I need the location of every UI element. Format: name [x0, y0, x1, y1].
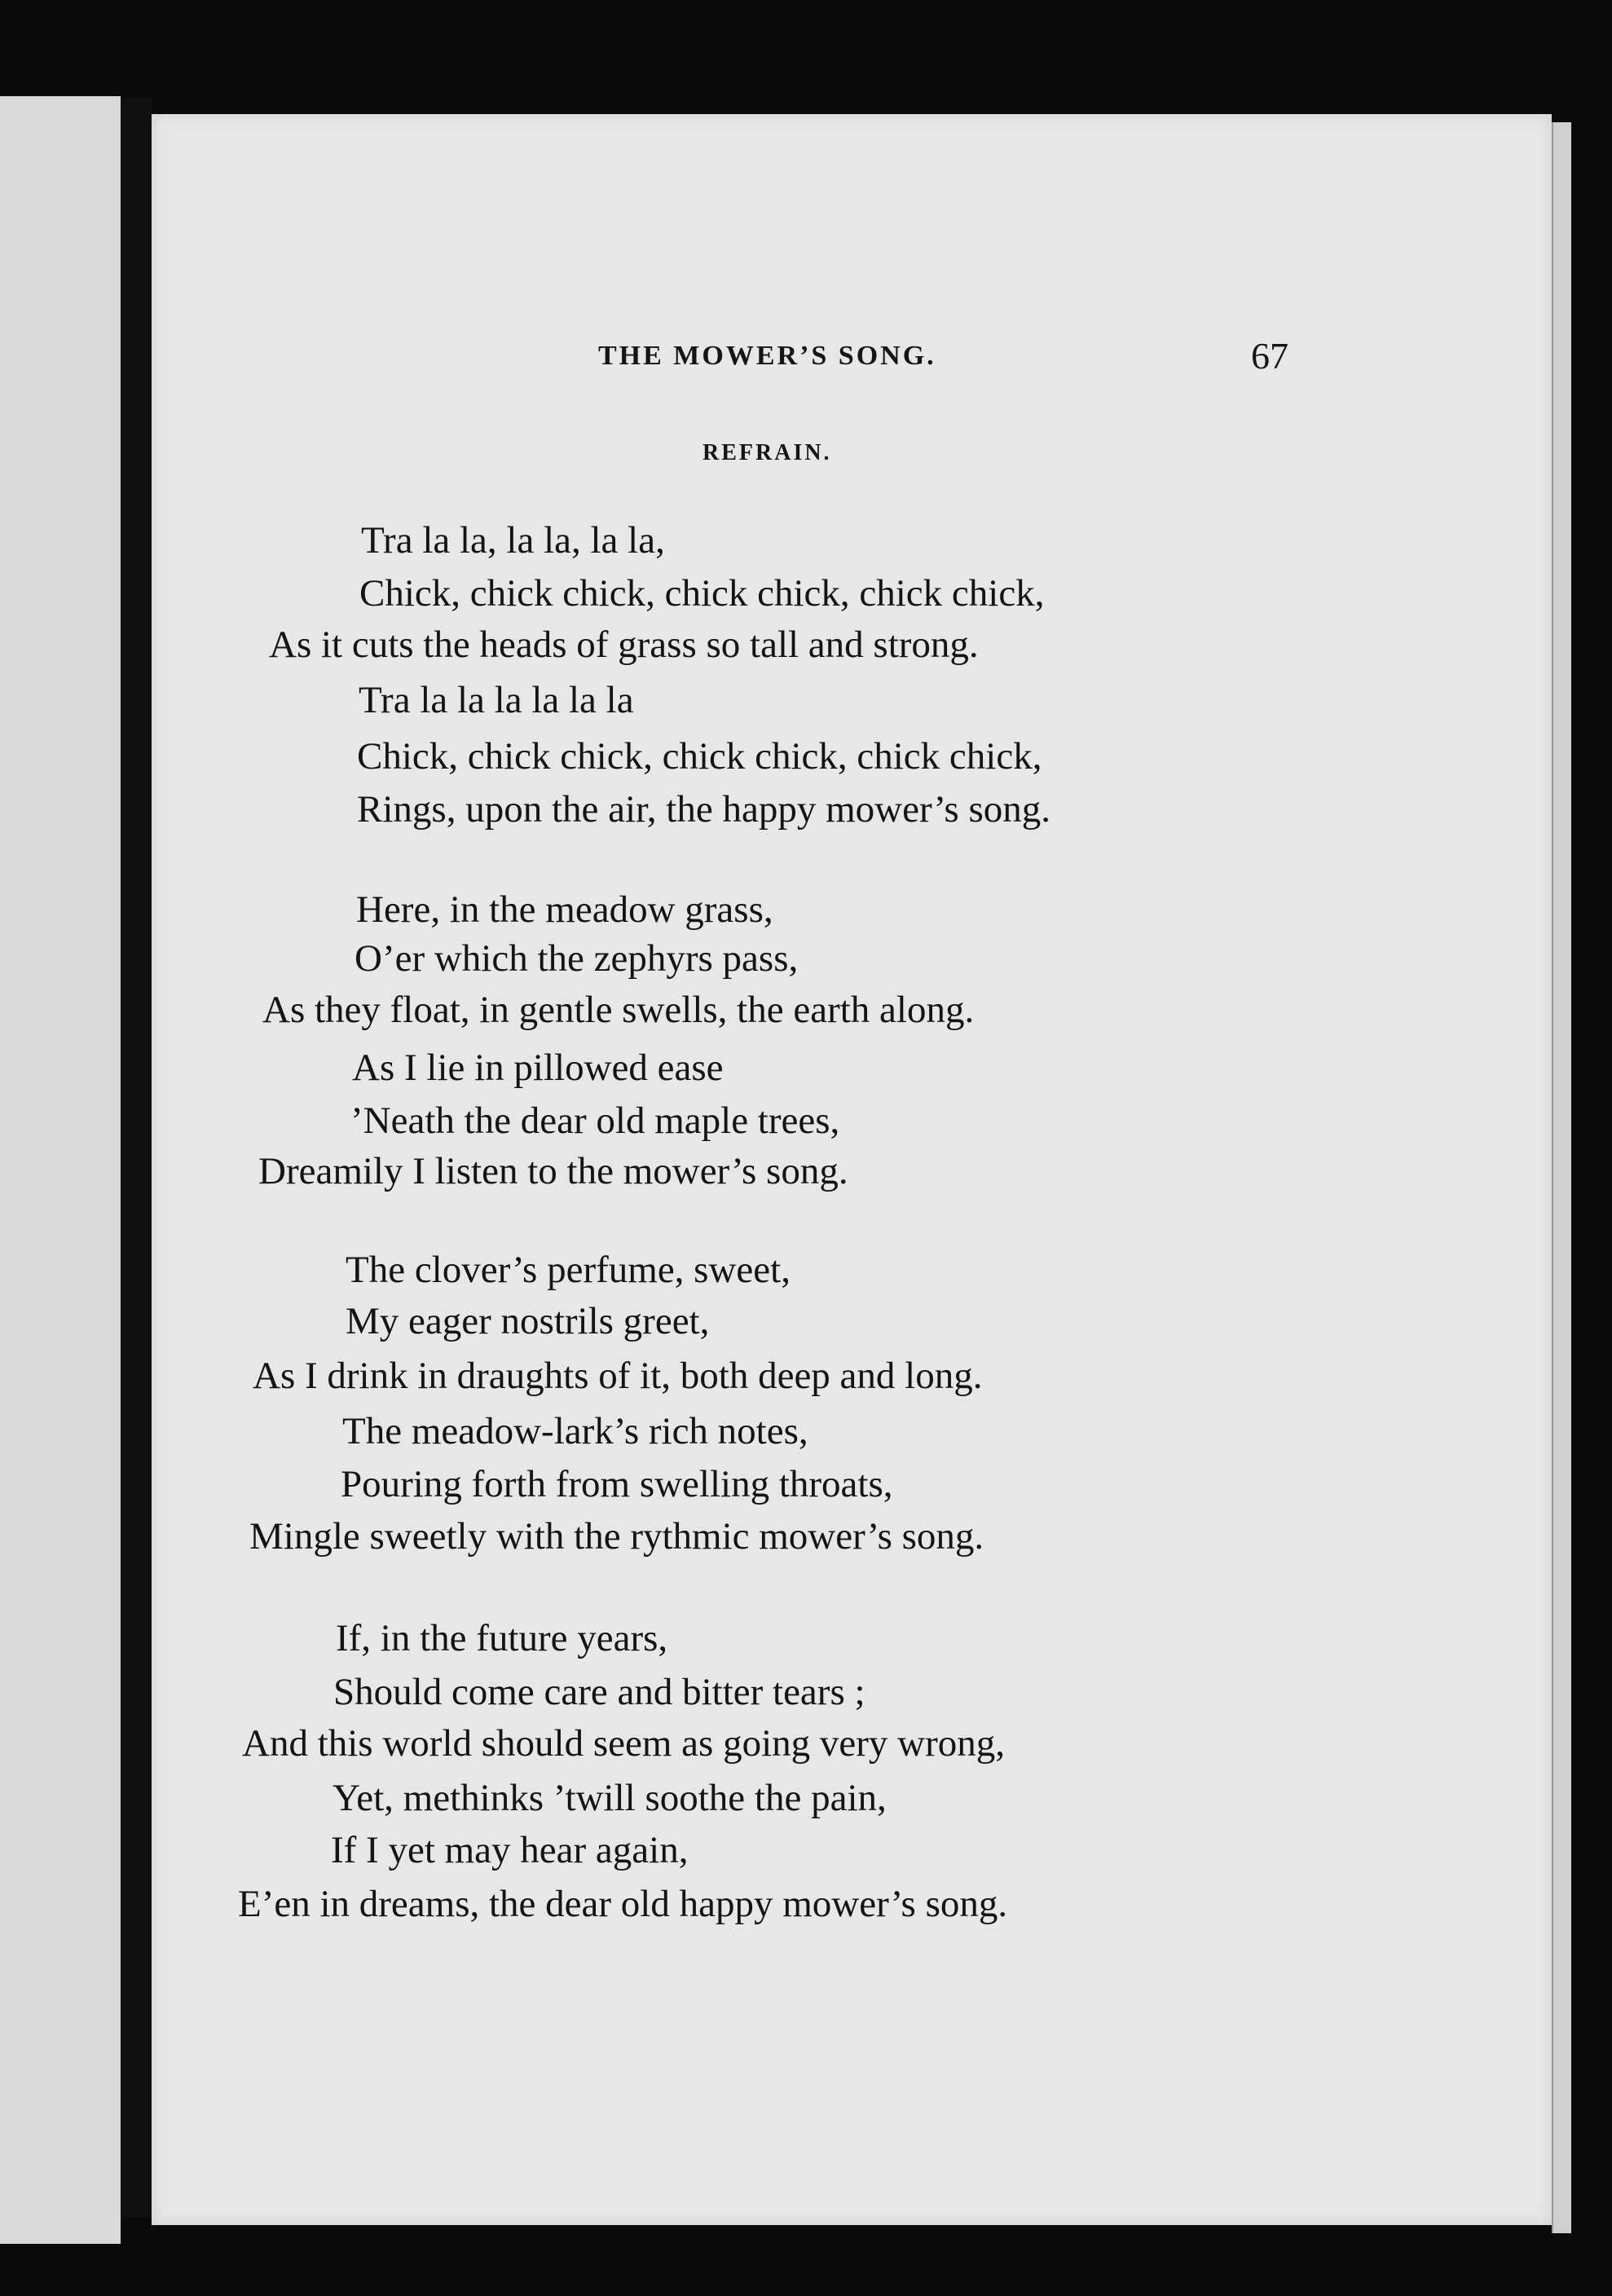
poem-line: Tra la la, la la, la la, — [361, 519, 665, 562]
poem-line: Should come care and bitter tears ; — [333, 1671, 865, 1713]
poem-line: Dreamily I listen to the mower’s song. — [258, 1150, 848, 1192]
book-gutter — [121, 98, 152, 2217]
poem-line: ’Neath the dear old maple trees, — [350, 1100, 840, 1142]
poem-line: Chick, chick chick, chick chick, chick chick, — [357, 735, 1042, 778]
section-heading: REFRAIN. — [702, 440, 832, 465]
poem-line: The meadow-lark’s rich notes, — [342, 1410, 808, 1452]
poem-line: Chick, chick chick, chick chick, chick chick, — [359, 572, 1045, 615]
page-header — [0, 335, 1612, 390]
poem-line: Pouring forth from swelling throats, — [341, 1463, 893, 1505]
poem-line: Mingle sweetly with the rythmic mower’s song. — [249, 1515, 984, 1558]
facing-page-edge — [0, 96, 121, 2244]
poem-line: E’en in dreams, the dear old happy mower’s song. — [238, 1883, 1008, 1925]
poem-line: O’er which the zephyrs pass, — [355, 937, 799, 980]
poem-line: Tra la la la la la la — [359, 679, 634, 721]
poem-line: Here, in the meadow grass, — [356, 888, 773, 931]
poem-line: My eager nostrils greet, — [346, 1300, 710, 1342]
poem-line: Yet, methinks ’twill soothe the pain, — [333, 1777, 887, 1819]
poem-line: As they float, in gentle swells, the earth along. — [262, 989, 975, 1031]
poem-line: And this world should seem as going very wrong, — [242, 1722, 1005, 1765]
poem-line: As I lie in pillowed ease — [352, 1047, 724, 1089]
running-title: THE MOWER’S SONG. — [598, 341, 936, 371]
poem-line: As I drink in draughts of it, both deep and long. — [253, 1355, 983, 1397]
poem-line: Rings, upon the air, the happy mower’s song. — [357, 788, 1050, 831]
poem-line: If, in the future years, — [336, 1617, 668, 1659]
page-number: 67 — [1251, 335, 1288, 377]
poem-line: As it cuts the heads of grass so tall and strong. — [269, 624, 979, 666]
page-right-edge — [1552, 122, 1571, 2233]
poem-line: If I yet may hear again, — [331, 1829, 689, 1871]
poem-line: The clover’s perfume, sweet, — [346, 1249, 791, 1291]
